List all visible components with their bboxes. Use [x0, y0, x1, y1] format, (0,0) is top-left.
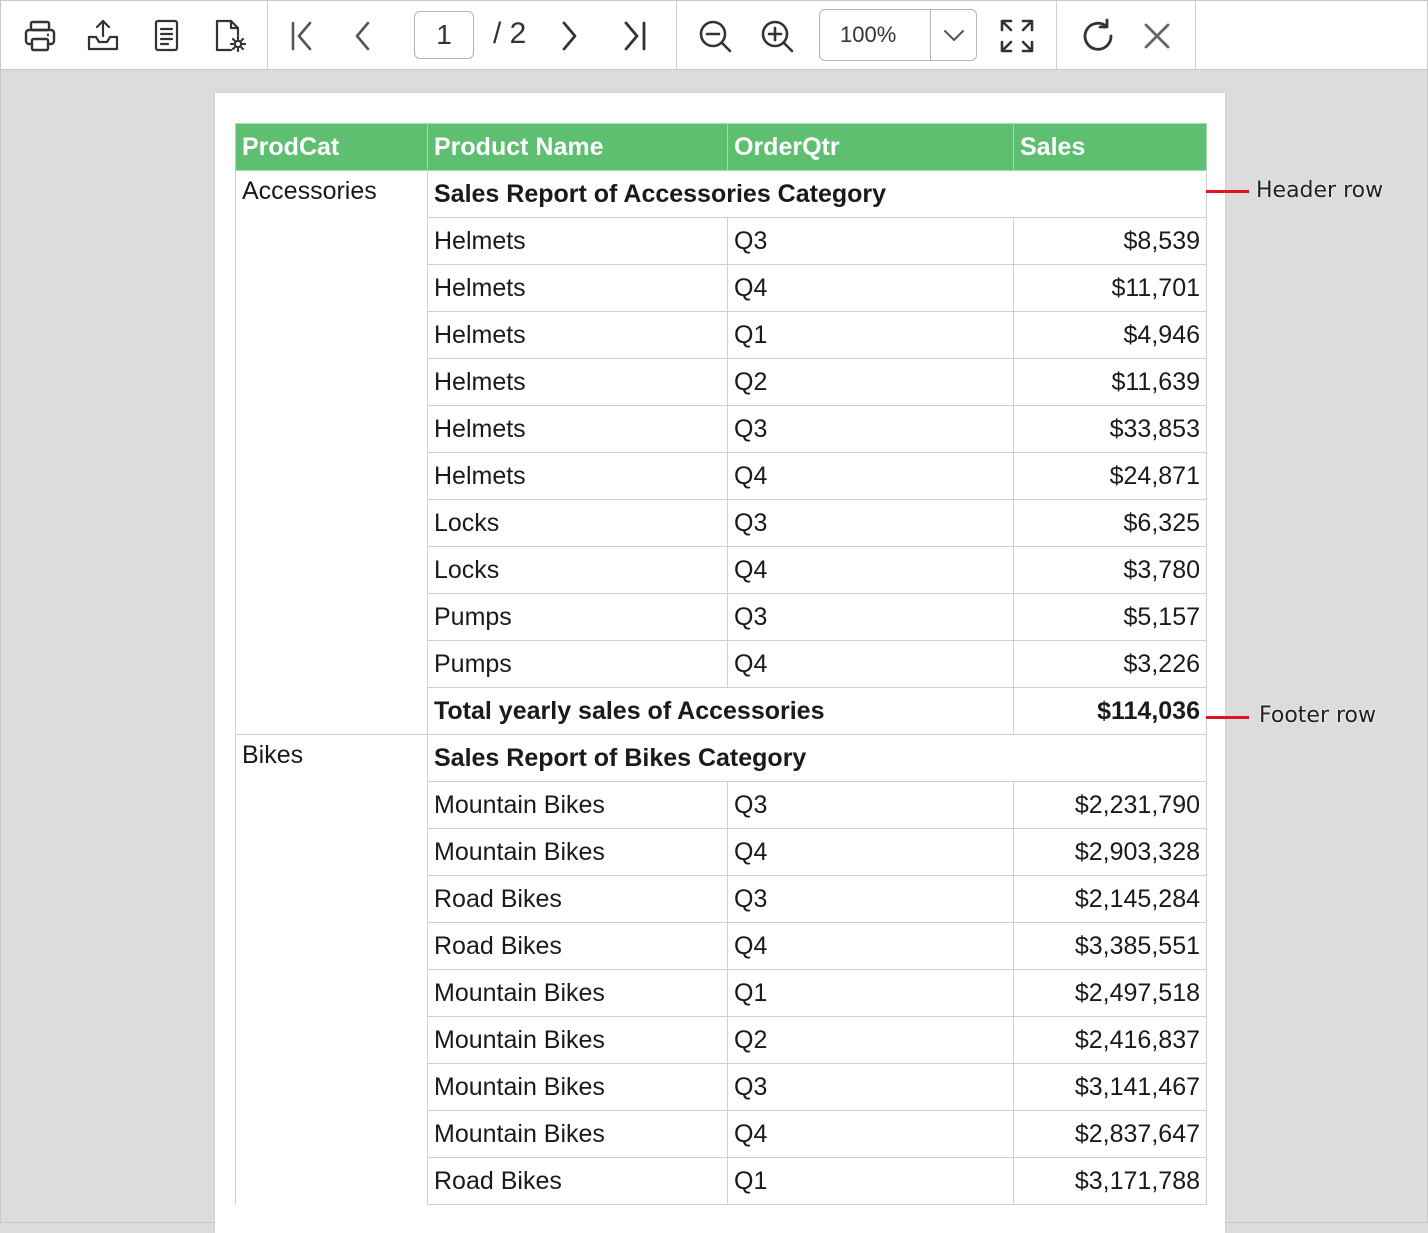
- product-name-cell: Helmets: [428, 453, 728, 500]
- table-row: [236, 970, 1207, 1017]
- product-name-cell: Road Bikes: [428, 923, 728, 970]
- product-name-cell: Mountain Bikes: [428, 829, 728, 876]
- order-qtr-cell: Q4: [728, 829, 1014, 876]
- print-button[interactable]: [17, 13, 63, 59]
- footer-row-annotation: Footer row: [1259, 703, 1377, 728]
- table-row: [236, 923, 1207, 970]
- product-name-cell: Road Bikes: [428, 876, 728, 923]
- fit-page-button[interactable]: [994, 13, 1040, 59]
- last-page-icon: [615, 17, 653, 55]
- page-number-input[interactable]: [414, 11, 474, 59]
- order-qtr-cell: Q4: [728, 923, 1014, 970]
- order-qtr-cell: Q3: [728, 1064, 1014, 1111]
- table-row: [236, 782, 1207, 829]
- footer-row-pointer-line: [1206, 716, 1249, 719]
- table-row: [236, 218, 1207, 265]
- table-row: [236, 500, 1207, 547]
- order-qtr-cell: Q4: [728, 265, 1014, 312]
- toolbar-separator: [676, 1, 677, 69]
- column-header-orderqtr: OrderQtr: [728, 124, 1014, 171]
- category-cell: Bikes: [236, 735, 428, 782]
- product-name-cell: Mountain Bikes: [428, 1064, 728, 1111]
- column-header-row: [236, 124, 1207, 171]
- table-row: [236, 453, 1207, 500]
- product-name-cell: Mountain Bikes: [428, 1017, 728, 1064]
- product-name-cell: Helmets: [428, 406, 728, 453]
- column-header-product-name: Product Name: [428, 124, 728, 171]
- product-name-cell: Helmets: [428, 265, 728, 312]
- sales-cell: $2,231,790: [1014, 782, 1207, 829]
- order-qtr-cell: Q3: [728, 406, 1014, 453]
- sales-cell: $2,497,518: [1014, 970, 1207, 1017]
- table-row: [236, 359, 1207, 406]
- sales-cell: $3,171,788: [1014, 1158, 1207, 1205]
- table-row: [236, 1017, 1207, 1064]
- order-qtr-cell: Q1: [728, 1158, 1014, 1205]
- table-row: [236, 265, 1207, 312]
- order-qtr-cell: Q3: [728, 218, 1014, 265]
- group-footer-row: [236, 688, 1207, 735]
- category-cell: Accessories: [236, 171, 428, 218]
- product-name-cell: Mountain Bikes: [428, 782, 728, 829]
- column-header-prodcat: ProdCat: [236, 124, 428, 171]
- table-row: [236, 1158, 1207, 1205]
- order-qtr-cell: Q4: [728, 1111, 1014, 1158]
- header-row-pointer-line: [1206, 190, 1249, 193]
- product-name-cell: Locks: [428, 547, 728, 594]
- report-viewer-toolbar: [1, 1, 1427, 70]
- zoom-divider: [930, 10, 931, 60]
- sales-cell: $2,416,837: [1014, 1017, 1207, 1064]
- zoom-in-button[interactable]: [754, 13, 800, 59]
- sales-cell: $3,141,467: [1014, 1064, 1207, 1111]
- previous-page-icon: [343, 17, 381, 55]
- table-row: [236, 1064, 1207, 1111]
- sales-cell: $2,837,647: [1014, 1111, 1207, 1158]
- zoom-out-button[interactable]: [692, 13, 738, 59]
- sales-cell: $6,325: [1014, 500, 1207, 547]
- order-qtr-cell: Q4: [728, 547, 1014, 594]
- fit-page-icon: [998, 17, 1036, 55]
- order-qtr-cell: Q3: [728, 594, 1014, 641]
- close-button[interactable]: [1134, 13, 1180, 59]
- group-header-cell: Sales Report of Bikes Category: [428, 735, 1207, 782]
- parameters-button[interactable]: [207, 13, 253, 59]
- first-page-icon: [283, 17, 321, 55]
- group-header-row: [236, 735, 1207, 782]
- zoom-dropdown-toggle[interactable]: [932, 10, 976, 60]
- sales-cell: $2,145,284: [1014, 876, 1207, 923]
- product-name-cell: Locks: [428, 500, 728, 547]
- previous-page-button[interactable]: [339, 13, 385, 59]
- last-page-button[interactable]: [611, 13, 657, 59]
- product-name-cell: Mountain Bikes: [428, 1111, 728, 1158]
- product-name-cell: Helmets: [428, 218, 728, 265]
- product-name-cell: Helmets: [428, 359, 728, 406]
- refresh-icon: [1079, 17, 1117, 55]
- group-footer-label: Total yearly sales of Accessories: [428, 688, 1014, 735]
- table-row: [236, 641, 1207, 688]
- sales-cell: $8,539: [1014, 218, 1207, 265]
- product-name-cell: Road Bikes: [428, 1158, 728, 1205]
- order-qtr-cell: Q1: [728, 312, 1014, 359]
- page-total-label: / 2: [493, 17, 527, 50]
- sales-cell: $11,639: [1014, 359, 1207, 406]
- group-header-cell: Sales Report of Accessories Category: [428, 171, 1207, 218]
- sales-cell: $2,903,328: [1014, 829, 1207, 876]
- toolbar-separator: [1195, 1, 1196, 69]
- print-icon: [21, 17, 59, 55]
- order-qtr-cell: Q4: [728, 453, 1014, 500]
- sales-cell: $3,780: [1014, 547, 1207, 594]
- group-footer-total: $114,036: [1014, 688, 1207, 735]
- product-name-cell: Helmets: [428, 312, 728, 359]
- order-qtr-cell: Q3: [728, 500, 1014, 547]
- group-header-row: [236, 171, 1207, 218]
- sales-cell: $11,701: [1014, 265, 1207, 312]
- header-row-annotation: Header row: [1256, 178, 1384, 203]
- table-row: [236, 876, 1207, 923]
- sales-cell: $3,385,551: [1014, 923, 1207, 970]
- next-page-button[interactable]: [546, 13, 592, 59]
- zoom-out-icon: [696, 17, 734, 55]
- report-page: [215, 93, 1225, 1233]
- sales-cell: $4,946: [1014, 312, 1207, 359]
- product-name-cell: Mountain Bikes: [428, 970, 728, 1017]
- sales-cell: $33,853: [1014, 406, 1207, 453]
- table-row: [236, 547, 1207, 594]
- zoom-value: 100%: [840, 22, 897, 47]
- parameters-icon: [211, 17, 249, 55]
- column-header-sales: Sales: [1014, 124, 1207, 171]
- order-qtr-cell: Q2: [728, 1017, 1014, 1064]
- table-row: [236, 829, 1207, 876]
- close-icon: [1138, 17, 1176, 55]
- sales-cell: $24,871: [1014, 453, 1207, 500]
- order-qtr-cell: Q3: [728, 782, 1014, 829]
- refresh-button[interactable]: [1075, 13, 1121, 59]
- page-setup-icon: [147, 17, 185, 55]
- table-row: [236, 312, 1207, 359]
- sales-cell: $5,157: [1014, 594, 1207, 641]
- zoom-in-icon: [758, 17, 796, 55]
- zoom-dropdown[interactable]: [819, 9, 977, 61]
- table-row: [236, 406, 1207, 453]
- table-row: [236, 1111, 1207, 1158]
- report-table: [235, 123, 1207, 1205]
- toolbar-separator: [1056, 1, 1057, 69]
- chevron-down-icon: [941, 22, 967, 48]
- sales-cell: $3,226: [1014, 641, 1207, 688]
- product-name-cell: Pumps: [428, 594, 728, 641]
- export-button[interactable]: [80, 13, 126, 59]
- product-name-cell: Pumps: [428, 641, 728, 688]
- toolbar-separator: [267, 1, 268, 69]
- order-qtr-cell: Q1: [728, 970, 1014, 1017]
- next-page-icon: [550, 17, 588, 55]
- page-setup-button[interactable]: [143, 13, 189, 59]
- order-qtr-cell: Q4: [728, 641, 1014, 688]
- export-icon: [84, 17, 122, 55]
- order-qtr-cell: Q3: [728, 876, 1014, 923]
- table-row: [236, 594, 1207, 641]
- order-qtr-cell: Q2: [728, 359, 1014, 406]
- first-page-button[interactable]: [279, 13, 325, 59]
